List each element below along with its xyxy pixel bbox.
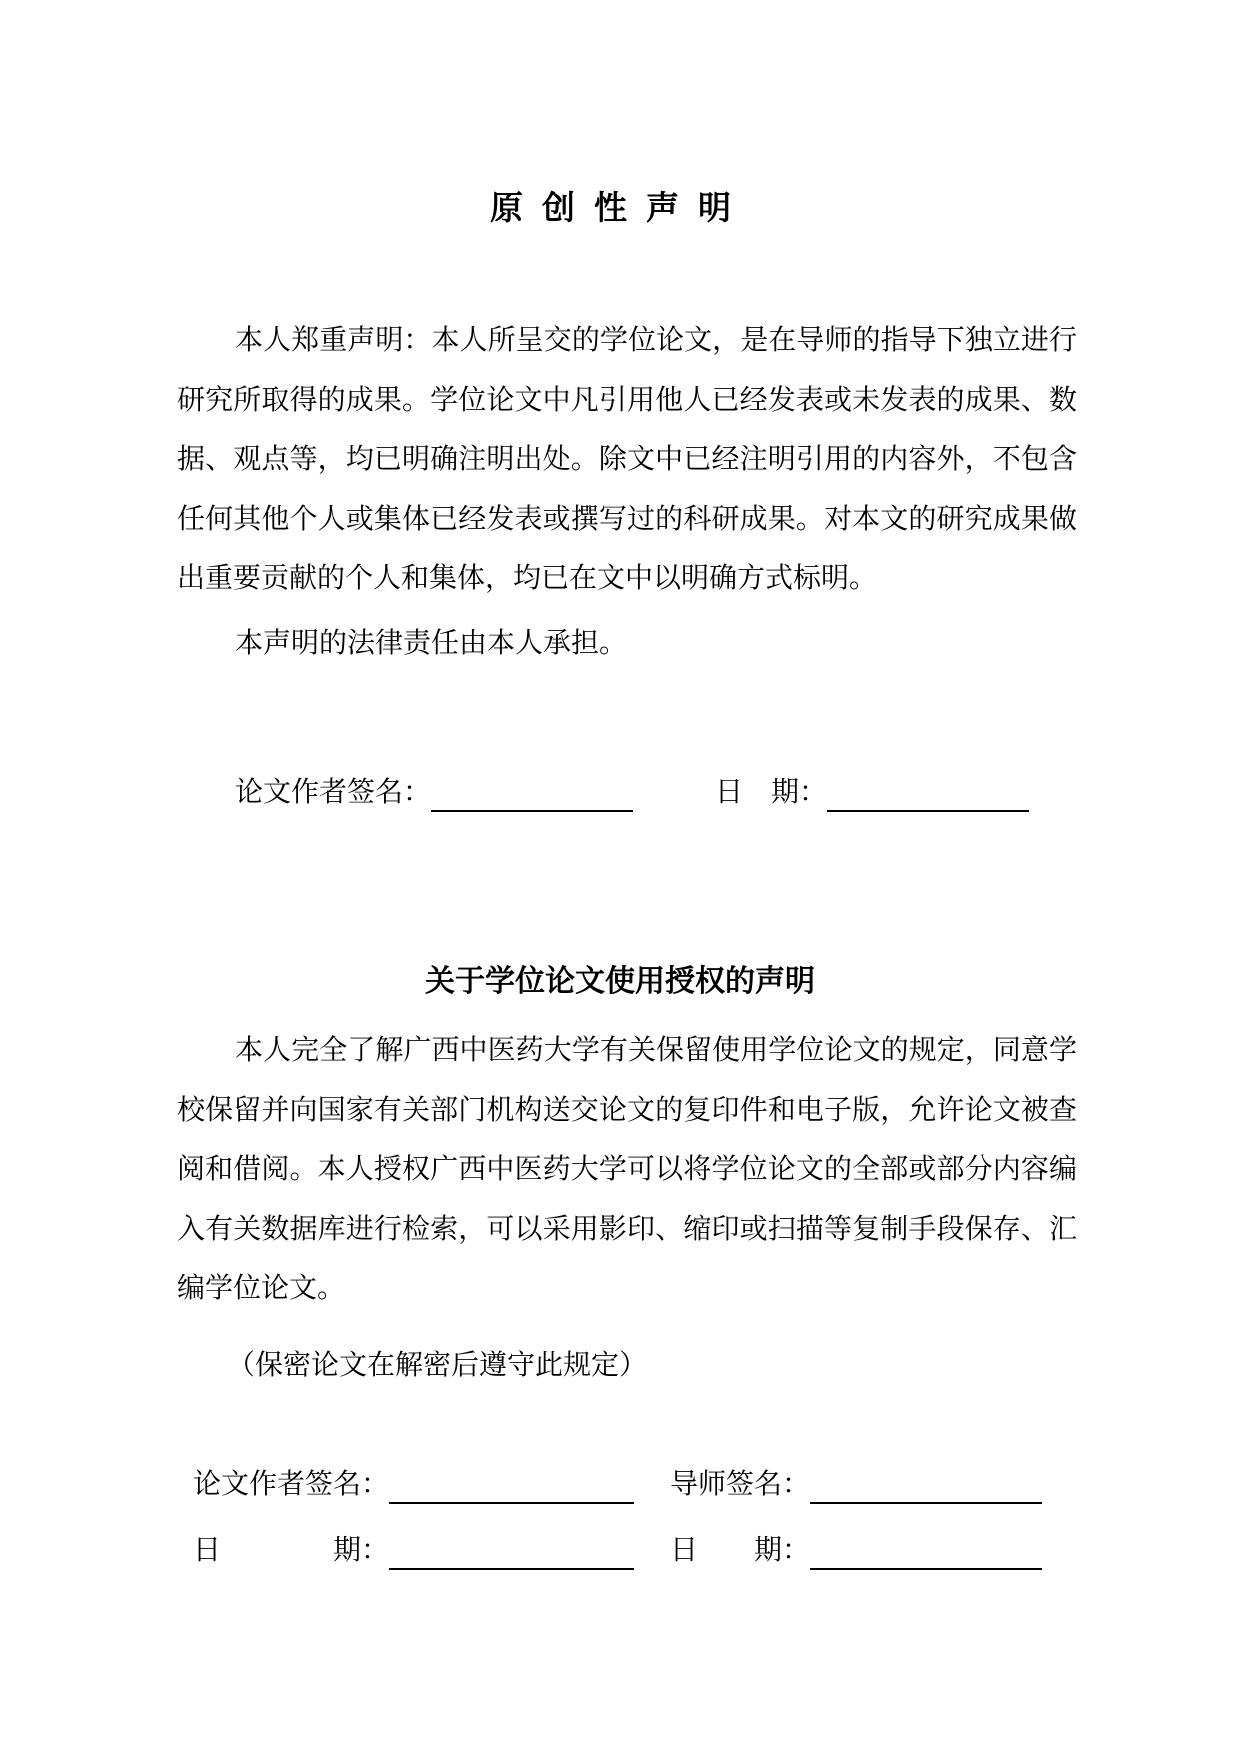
supervisor-signature-label: 导师签名：	[670, 1467, 811, 1500]
declaration-author-signature-row	[235, 772, 633, 812]
declaration-date-row	[715, 772, 1029, 812]
authorization-paragraph: 本人完全了解广西中医药大学有关保留使用学位论文的规定，同意学校保留并向国家有关部门机构送交论文的复印件和电子版，允许论文被查阅和借阅。本人授权广西中医药大学可以将学位论文的全部或部分内容编入有关数据库进行检索，可以采用影印、缩印或扫描等复制手段保存、汇编学位论文。	[177, 1033, 1077, 1304]
authorization-declaration-title: 关于学位论文使用授权的声明	[425, 964, 815, 999]
date-label: 日 期：	[715, 775, 828, 808]
date-line[interactable]	[827, 778, 1029, 812]
supervisor-date-row	[670, 1530, 1042, 1570]
confidential-note: （保密论文在解密后遵守此规定）	[227, 1348, 648, 1381]
authorization-author-date-row	[193, 1530, 634, 1570]
date-label-char1: 日	[193, 1533, 222, 1566]
author-signature-line[interactable]	[389, 1470, 634, 1504]
supervisor-date-line[interactable]	[810, 1536, 1042, 1570]
supervisor-signature-row	[670, 1464, 1042, 1504]
date-label-char2: 期：	[333, 1533, 390, 1566]
authorization-author-signature-row	[193, 1464, 634, 1504]
date-label-char2: 期：	[754, 1533, 811, 1566]
author-signature-label: 论文作者签名：	[235, 775, 432, 808]
author-signature-line[interactable]	[431, 778, 633, 812]
author-signature-label: 论文作者签名：	[193, 1467, 390, 1500]
supervisor-signature-line[interactable]	[810, 1470, 1042, 1504]
originality-declaration-paragraph: 本人郑重声明：本人所呈交的学位论文，是在导师的指导下独立进行研究所取得的成果。学位论文中凡引用他人已经发表或未发表的成果、数据、观点等，均已明确注明出处。除文中已经注明引用的内容外，不包含任何其他个人或集体已经发表或撰写过的科研成果。对本文的研究成果做出重要贡献的个人和集体，均已在文中以明确方式标明。	[177, 323, 1077, 594]
originality-declaration-title: 原创性声明	[490, 188, 750, 227]
legal-responsibility-paragraph: 本声明的法律责任由本人承担。	[235, 626, 628, 659]
date-label-char1: 日	[670, 1533, 699, 1566]
author-date-line[interactable]	[389, 1536, 634, 1570]
